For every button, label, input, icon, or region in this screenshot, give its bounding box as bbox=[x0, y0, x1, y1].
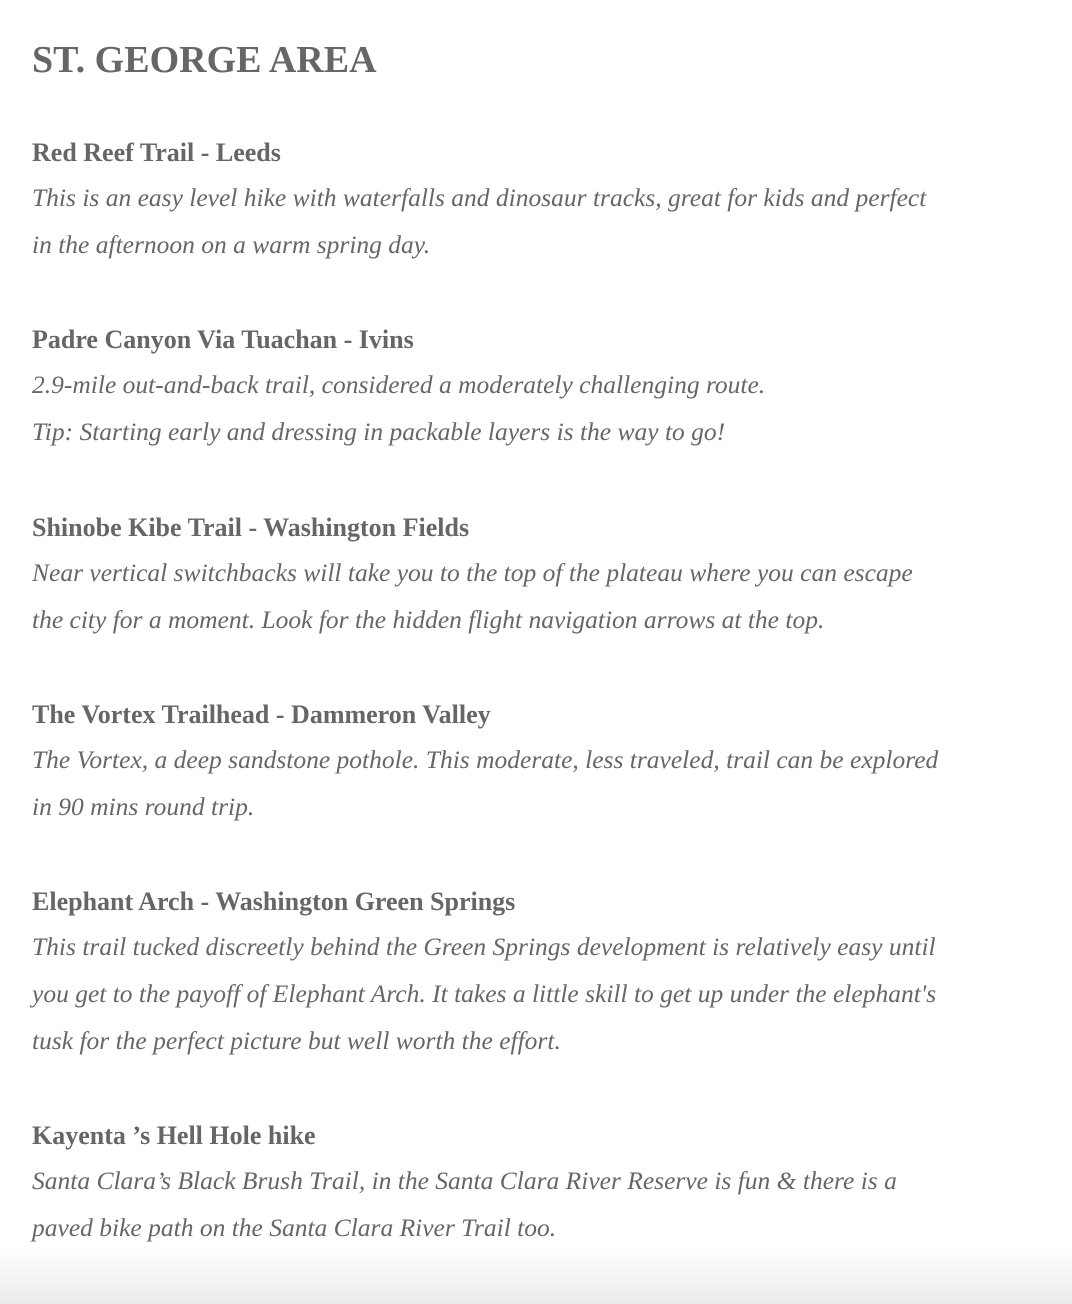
trail-description bbox=[32, 1157, 1042, 1251]
trail-description-line: Santa Clara’s Black Brush Trail, in the Santa Clara River Reserve is fun & there is a bbox=[32, 1166, 897, 1195]
trail-name: Padre Canyon Via Tuachan - Ivins bbox=[32, 325, 414, 354]
trail-name: The Vortex Trailhead - Dammeron Valley bbox=[32, 700, 491, 729]
trail-description-line: the city for a moment. Look for the hidden flight navigation arrows at the top. bbox=[32, 605, 825, 634]
trail-description-line: paved bike path on the Santa Clara River Trail too. bbox=[32, 1213, 557, 1242]
trail-description bbox=[32, 736, 1042, 830]
trail-description-line: This is an easy level hike with waterfalls and dinosaur tracks, great for kids and perfect bbox=[32, 183, 927, 212]
trail-description-line: tusk for the perfect picture but well worth the effort. bbox=[32, 1026, 561, 1055]
bottom-fade-overlay bbox=[0, 1244, 1072, 1304]
trail-description-line: Tip: Starting early and dressing in packable layers is the way to go! bbox=[32, 417, 726, 446]
trail-entry-kayenta-hell-hole bbox=[32, 1119, 1042, 1251]
trail-description-line: you get to the payoff of Elephant Arch. It takes a little skill to get up under the elephant's bbox=[32, 979, 937, 1008]
trail-description-line: in 90 mins round trip. bbox=[32, 792, 255, 821]
area-title: ST. GEORGE AREA bbox=[32, 39, 377, 81]
trail-description bbox=[32, 923, 1042, 1064]
trail-description-line: This trail tucked discreetly behind the Green Springs development is relatively easy until bbox=[32, 932, 936, 961]
trail-description bbox=[32, 549, 1042, 643]
trail-entry-red-reef bbox=[32, 136, 1042, 268]
trail-entry-vortex bbox=[32, 698, 1042, 830]
trail-entry-shinobe-kibe bbox=[32, 511, 1042, 643]
trail-name: Shinobe Kibe Trail - Washington Fields bbox=[32, 513, 470, 542]
trail-description bbox=[32, 174, 1042, 268]
trail-description-line: The Vortex, a deep sandstone pothole. This moderate, less traveled, trail can be explored bbox=[32, 745, 939, 774]
trail-name: Kayenta ’s Hell Hole hike bbox=[32, 1121, 316, 1150]
trail-description-line: 2.9-mile out-and-back trail, considered a moderately challenging route. bbox=[32, 370, 766, 399]
trail-entry-padre-canyon bbox=[32, 323, 1042, 455]
trail-name: Red Reef Trail - Leeds bbox=[32, 138, 281, 167]
trail-description bbox=[32, 361, 1042, 455]
trail-entry-elephant-arch bbox=[32, 885, 1042, 1064]
trail-description-line: Near vertical switchbacks will take you to the top of the plateau where you can escape bbox=[32, 558, 913, 587]
trail-description-line: in the afternoon on a warm spring day. bbox=[32, 230, 431, 259]
trail-name: Elephant Arch - Washington Green Springs bbox=[32, 887, 516, 916]
